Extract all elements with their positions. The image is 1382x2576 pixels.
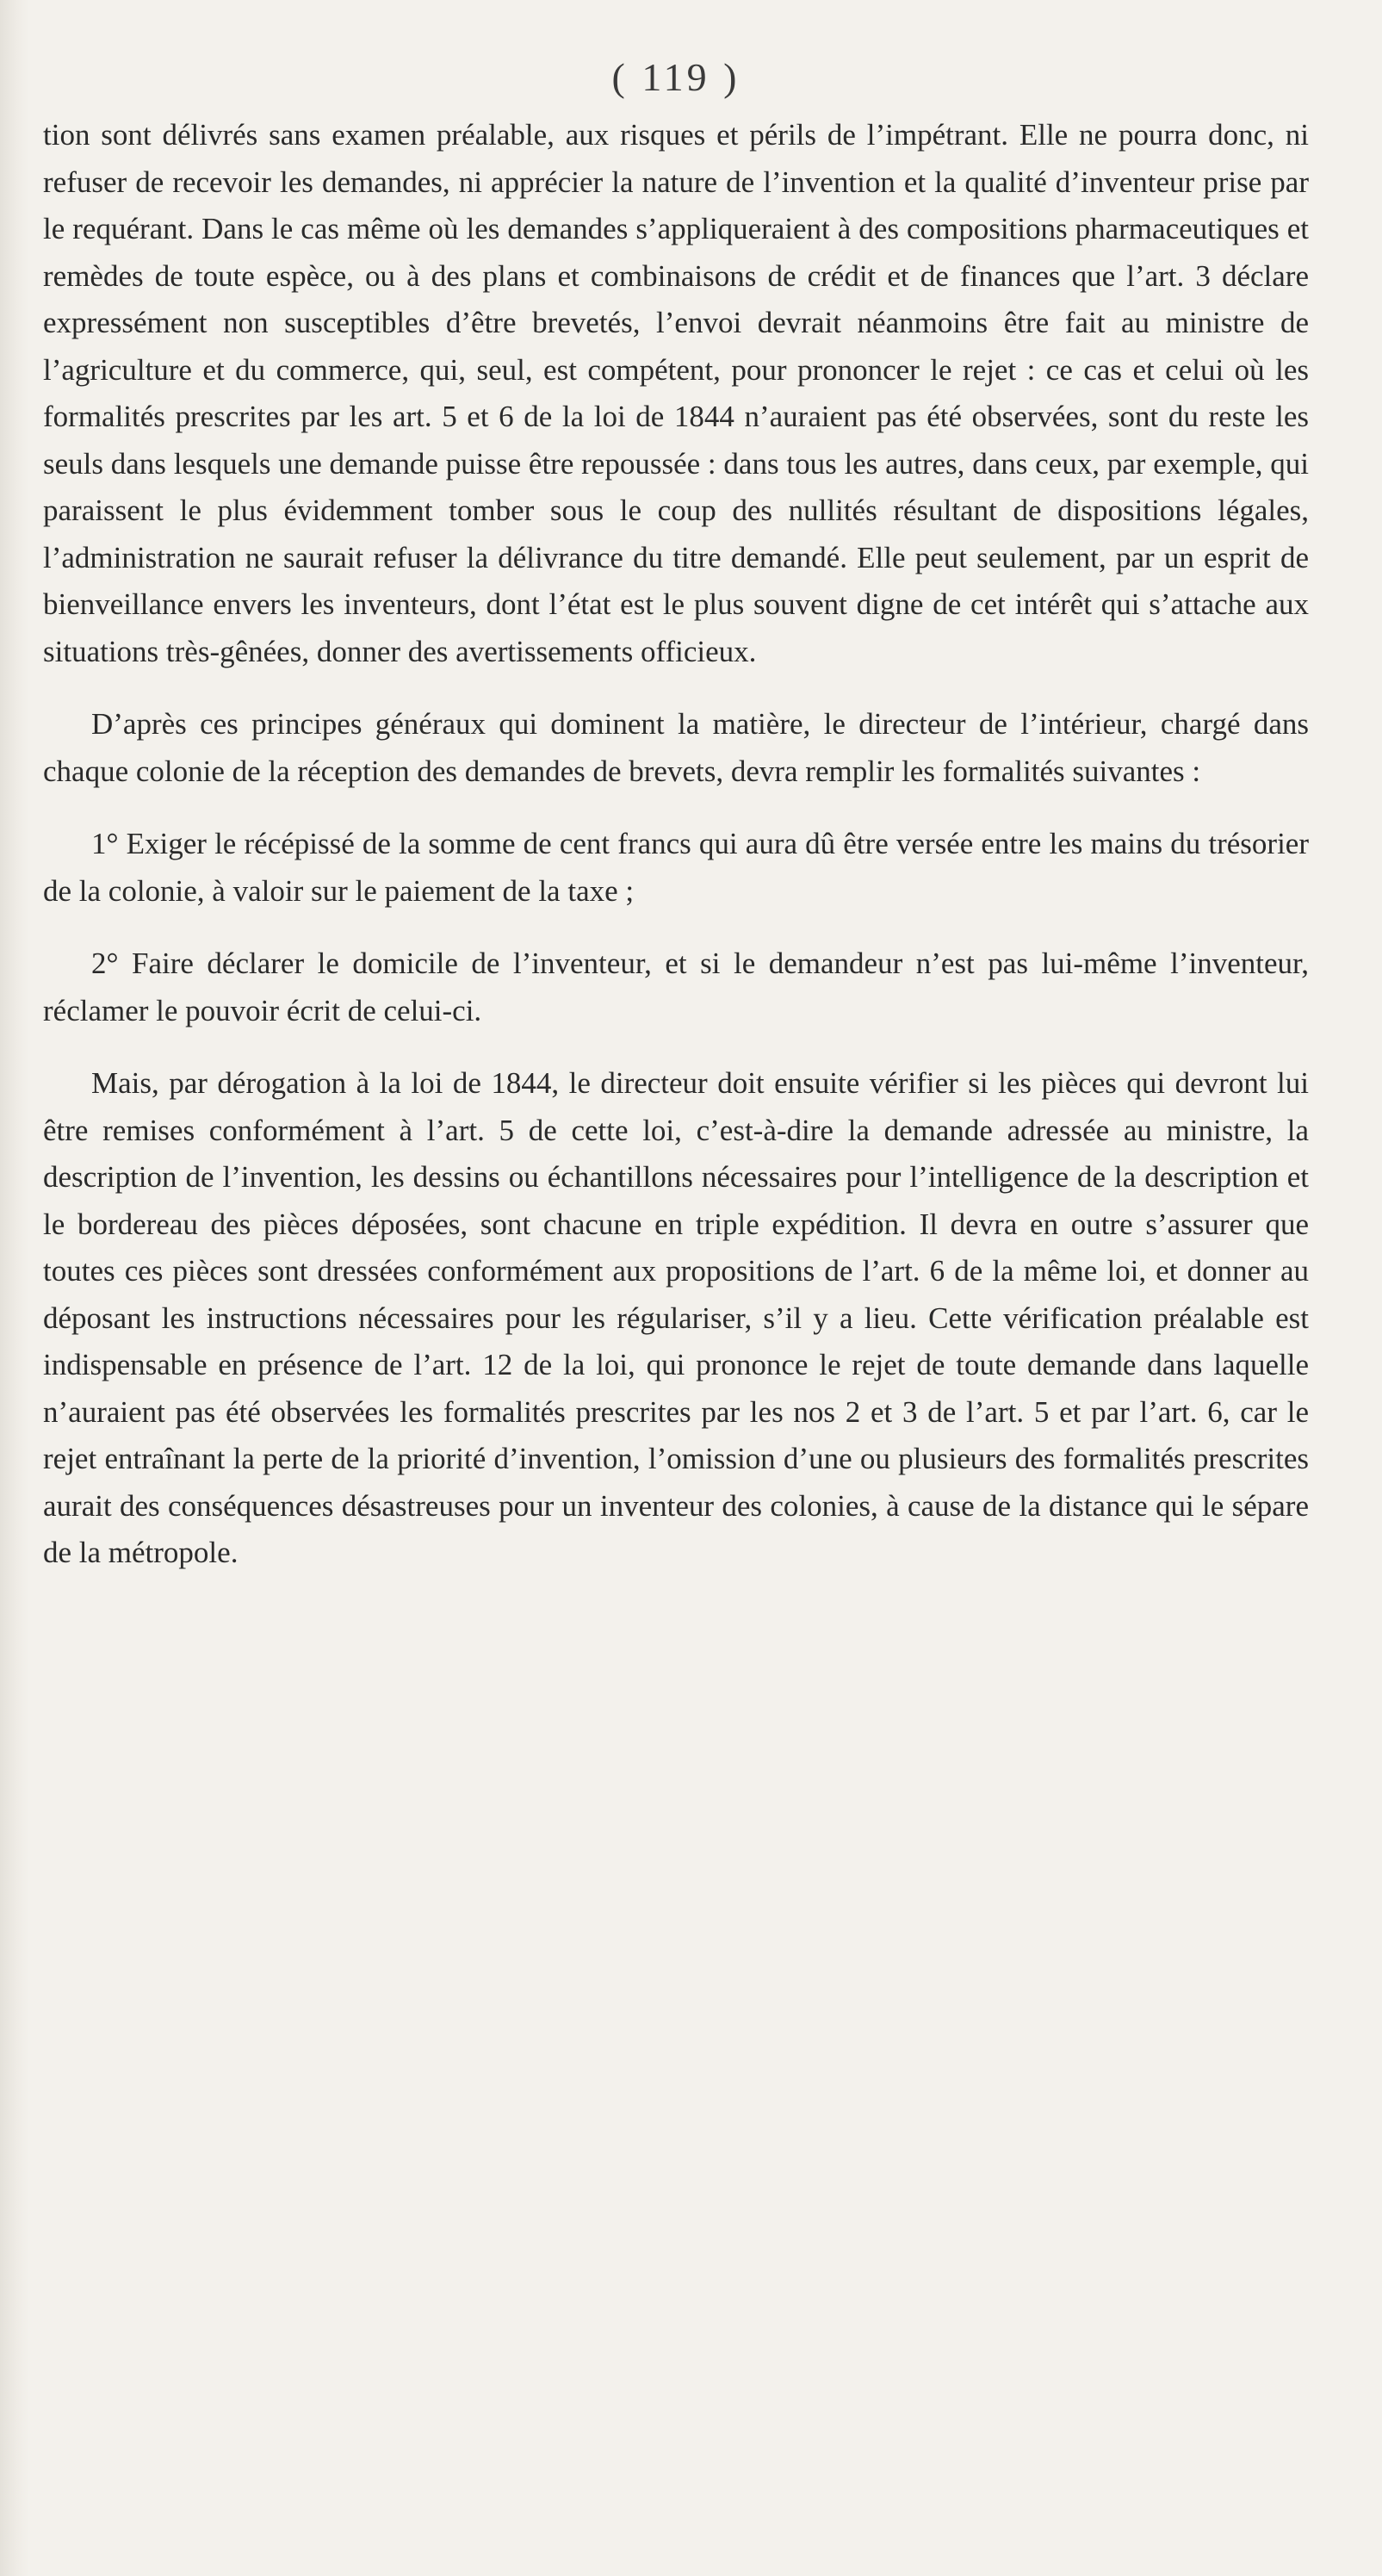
- body-text: [43, 112, 1309, 1577]
- paragraph-item-1-receipt: 1° Exiger le récépissé de la somme de cent francs qui aura dû être versée entre les mains du trésorier de la colonie, à valoir sur le paiement de la taxe ;: [43, 827, 1309, 908]
- paragraph-continuation: tion sont délivrés sans examen préalable, aux risques et périls de l’impétrant. Elle ne pourra donc, ni refuser de recevoir les demandes, ni apprécier la nature de l’invention et la qualité d’inventeur prise par le requérant. Dans le cas même où les demandes s’appliqueraient à des compositions pharmaceutiques et remèdes de toute espèce, ou à des plans et combinaisons de crédit et de finances que l’art. 3 déclare expressément non susceptibles d’être brevetés, l’envoi devrait néanmoins être fait au ministre de l’agriculture et du commerce, qui, seul, est compétent, pour prononcer le rejet : ce cas et celui où les formalités prescrites par les art. 5 et 6 de la loi de 1844 n’auraient pas été observées, sont du reste les seuls dans lesquels une demande puisse être repoussée : dans tous les autres, dans ceux, par exemple, qui paraissent le plus évidemment tomber sous le coup des nullités résultant de dispositions légales, l’administration ne saurait refuser la délivrance du titre demandé. Elle peut seulement, par un esprit de bienveillance envers les inventeurs, dont l’état est le plus souvent digne de cet intérêt qui s’attache aux situations très-gênées, donner des avertissements officieux.: [43, 118, 1309, 668]
- paragraph-principles: D’après ces principes généraux qui dominent la matière, le directeur de l’intérieur, chargé dans chaque colonie de la réception des demandes de brevets, devra remplir les formalités suivantes :: [43, 707, 1309, 788]
- paragraph-derogation: Mais, par dérogation à la loi de 1844, le directeur doit ensuite vérifier si les pièces qui devront lui être remises conformément à l’art. 5 de cette loi, c’est-à-dire la demande adressée au ministre, la description de l’invention, les dessins ou échantillons nécessaires pour l’intelligence de la description et le bordereau des pièces déposées, sont chacune en triple expédition. Il devra en outre s’assurer que toutes ces pièces sont dressées conformément aux propositions de l’art. 6 de la même loi, et donner au déposant les instructions nécessaires pour les régulariser, s’il y a lieu. Cette vérification préalable est indispensable en présence de l’art. 12 de la loi, qui prononce le rejet de toute demande dans laquelle n’auraient pas été observées les formalités prescrites par les nos 2 et 3 de l’art. 5 et par l’art. 6, car le rejet entraînant la perte de la priorité d’invention, l’omission d’une ou plusieurs des formalités prescrites aurait des conséquences désastreuses pour un inventeur des colonies, à cause de la distance qui le sépare de la métropole.: [43, 1066, 1309, 1569]
- page-number: ( 119 ): [611, 55, 741, 99]
- paragraph-item-2-domicile: 2° Faire déclarer le domicile de l’inventeur, et si le demandeur n’est pas lui-même l’inventeur, réclamer le pouvoir écrit de celui-ci.: [43, 947, 1309, 1027]
- page-gutter-shadow: [0, 0, 29, 2576]
- document-page: [43, 52, 1309, 1577]
